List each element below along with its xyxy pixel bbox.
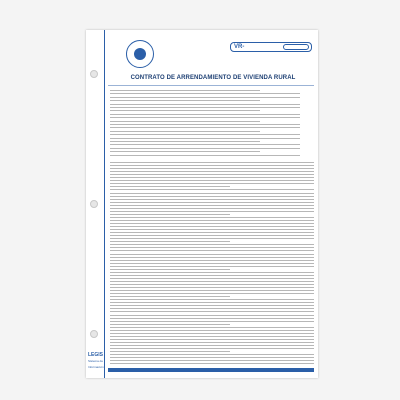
seal-center	[134, 48, 146, 60]
text-line	[110, 151, 260, 152]
text-line	[110, 174, 314, 175]
text-line	[110, 202, 314, 203]
text-line	[110, 117, 300, 118]
seal-icon	[126, 40, 154, 68]
text-line	[110, 324, 230, 325]
text-line	[110, 189, 314, 190]
footer-bar	[108, 368, 314, 372]
text-line	[110, 180, 314, 181]
contract-sheet	[86, 30, 318, 378]
text-line	[110, 339, 314, 340]
text-line	[110, 134, 300, 135]
text-line	[110, 247, 314, 248]
text-line	[110, 275, 314, 276]
text-line	[110, 293, 314, 294]
text-line	[110, 217, 314, 218]
text-line	[110, 124, 300, 125]
text-line	[110, 220, 314, 221]
text-line	[110, 214, 230, 215]
text-line	[110, 284, 314, 285]
text-line	[110, 90, 260, 91]
text-line	[110, 260, 314, 261]
text-line	[110, 345, 314, 346]
text-line	[110, 296, 230, 297]
title-rule	[108, 85, 314, 86]
text-line	[110, 281, 314, 282]
document-title: CONTRATO DE ARRENDAMIENTO DE VIVIENDA RURAL	[130, 75, 296, 81]
text-line	[110, 226, 314, 227]
text-line	[110, 263, 314, 264]
side-strip	[86, 30, 105, 378]
text-line	[110, 257, 314, 258]
text-line	[110, 351, 230, 352]
text-line	[110, 229, 314, 230]
brand-sub: Sistema de Información	[88, 359, 104, 369]
text-line	[110, 208, 314, 209]
text-line	[110, 193, 314, 194]
text-line	[110, 333, 314, 334]
text-line	[110, 321, 314, 322]
text-line	[110, 235, 314, 236]
punch-hole	[90, 70, 98, 78]
text-line	[110, 93, 300, 94]
text-line	[110, 244, 314, 245]
text-line	[110, 266, 314, 267]
text-line	[110, 305, 314, 306]
text-line	[110, 114, 300, 115]
text-line	[110, 104, 300, 105]
text-line	[110, 196, 314, 197]
text-line	[110, 97, 300, 98]
text-line	[110, 183, 314, 184]
text-line	[110, 107, 300, 108]
text-line	[110, 363, 314, 364]
text-line	[110, 357, 314, 358]
text-line	[110, 211, 314, 212]
text-line	[110, 121, 260, 122]
text-line	[110, 110, 260, 111]
vr-number-box[interactable]	[283, 44, 309, 50]
text-line	[110, 299, 314, 300]
punch-hole	[90, 330, 98, 338]
text-line	[110, 238, 314, 239]
text-line	[110, 278, 314, 279]
text-line	[110, 330, 314, 331]
text-line	[110, 171, 314, 172]
text-line	[110, 186, 230, 187]
vr-number-field[interactable]	[230, 42, 312, 52]
text-line	[110, 354, 314, 355]
text-line	[110, 165, 314, 166]
text-line	[110, 311, 314, 312]
text-line	[110, 155, 300, 156]
text-line	[110, 308, 314, 309]
text-line	[110, 250, 314, 251]
text-line	[110, 241, 230, 242]
text-line	[110, 336, 314, 337]
text-line	[110, 131, 260, 132]
text-line	[110, 199, 314, 200]
text-line	[110, 162, 314, 163]
text-line	[110, 272, 314, 273]
text-line	[110, 141, 260, 142]
vr-label: VR-	[234, 44, 245, 50]
punch-hole	[90, 200, 98, 208]
text-line	[110, 144, 300, 145]
brand-logo	[88, 352, 103, 370]
text-line	[110, 327, 314, 328]
text-line	[110, 232, 314, 233]
text-line	[110, 269, 230, 270]
text-line	[110, 287, 314, 288]
text-line	[110, 315, 314, 316]
text-line	[110, 302, 314, 303]
text-line	[110, 138, 300, 139]
text-line	[110, 342, 314, 343]
text-line	[110, 223, 314, 224]
text-line	[110, 348, 314, 349]
text-line	[110, 360, 314, 361]
text-line	[110, 148, 300, 149]
text-line	[110, 168, 314, 169]
text-line	[110, 254, 314, 255]
text-line	[110, 127, 300, 128]
text-line	[110, 205, 314, 206]
text-line	[110, 290, 314, 291]
text-line	[110, 177, 314, 178]
brand-name: LEGIS	[88, 352, 104, 358]
text-line	[110, 318, 314, 319]
text-line	[110, 100, 260, 101]
